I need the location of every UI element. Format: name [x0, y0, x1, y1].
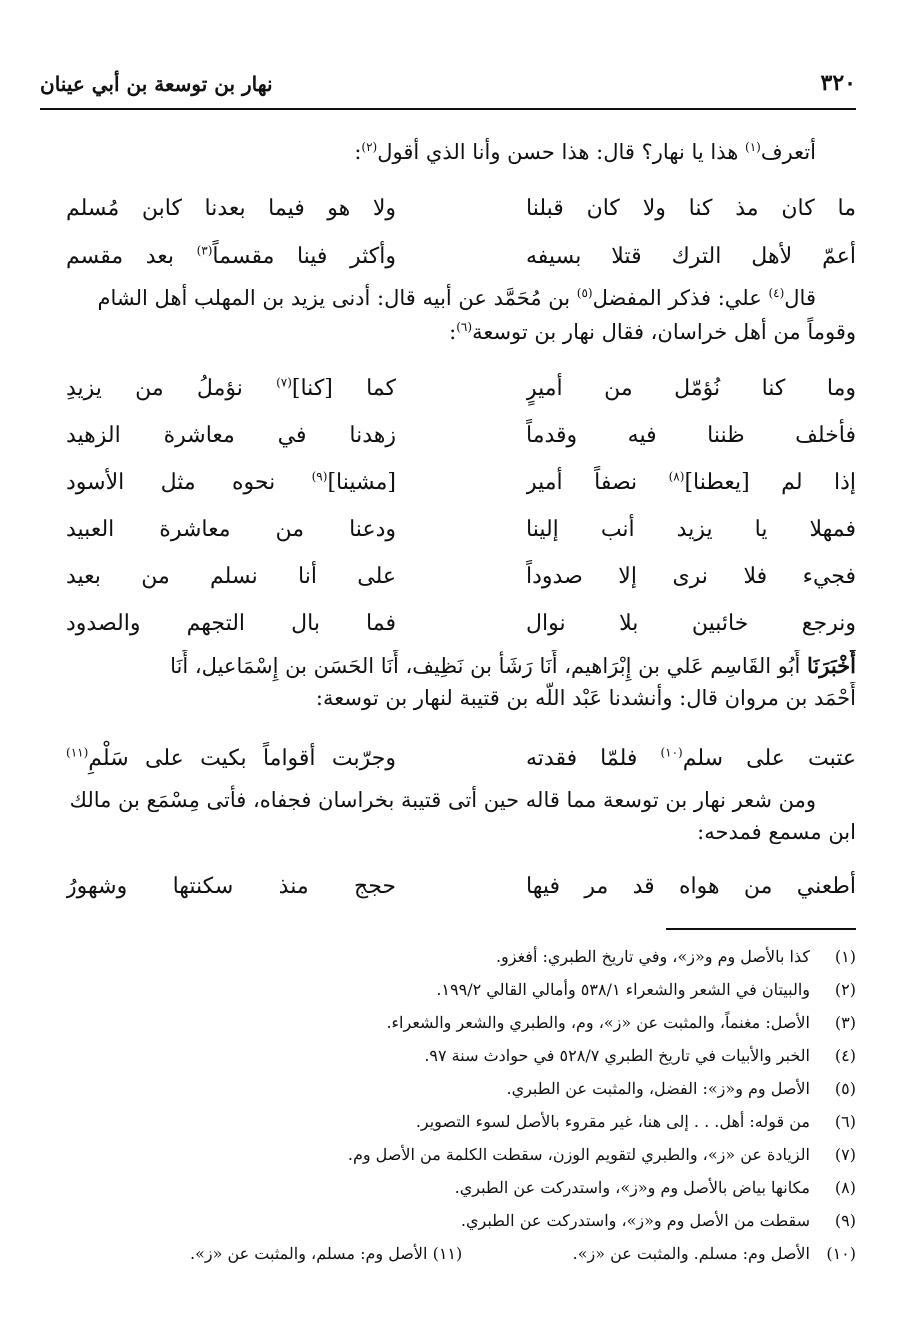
verse-line — [66, 864, 856, 910]
verse-first-hemistich: ونرجع خائبين بلا نوال — [526, 611, 856, 636]
footnote: (٧)الزيادة عن «ز»، والطبري لتقويم الوزن، سقطت الكلمة من الأصل وم. — [347, 1145, 856, 1164]
page-number: ٣٢٠ — [820, 70, 856, 96]
intro-paragraph: أتعرف$^{(١)}$ هذا يا نهار؟ قال: هذا حسن وأنا الذي أقول$^{(٢)}$: — [354, 140, 816, 164]
footnote: (٢)والبيتان في الشعر والشعراء ٥٣٨/١ وأمالي القالي ١٩٩/٢. — [436, 980, 856, 999]
akhbarana-keyword: أَخْبَرَنَا — [807, 653, 856, 678]
footnote-ref[interactable]: (٢) — [361, 140, 378, 154]
running-header — [40, 64, 856, 110]
verse-line — [66, 234, 856, 280]
verse-first-hemistich: فأخلف ظننا فيه وقدماً — [526, 423, 856, 448]
verse-second-hemistich: حجج منذ سكنتها وشهورُ — [66, 874, 396, 899]
verse-first-hemistich: إذا لم [يعطنا]$^{(٨)}$ نصفاً أمير — [526, 469, 856, 495]
verse-first-hemistich: فجيء فلا نرى إلا صدوداً — [526, 564, 856, 589]
footnote: (٦)من قوله: أهل. . . إلى هنا، غير مقروء بالأصل لسوء التصوير. — [415, 1112, 856, 1131]
footnote-ref[interactable]: (٩) — [311, 469, 328, 484]
verse-line — [66, 736, 856, 782]
verse-second-hemistich: ولا هو فيما بعدنا كابن مُسلم — [66, 196, 396, 221]
verse-first-hemistich: ما كان مذ كنا ولا كان قبلنا — [526, 196, 856, 221]
footnote: (١٠)الأصل وم: مسلم. والمثبت عن «ز». — [572, 1244, 856, 1263]
verse-second-hemistich: [مشينا]$^{(٩)}$ نحوه مثل الأسود — [66, 469, 396, 495]
footnote-ref[interactable]: (١) — [745, 140, 761, 154]
verse-line — [66, 601, 856, 647]
narration-paragraph-cont: ابن مسمع فمدحه: — [697, 820, 856, 844]
footnote: (٥)الأصل وم و«ز»: الفضل، والمثبت عن الطبري. — [506, 1079, 856, 1098]
footnote: (١)كذا بالأصل وم و«ز»، وفي تاريخ الطبري: أفغزو. — [495, 947, 856, 966]
verse-second-hemistich: فما بال التجهم والصدود — [66, 611, 396, 636]
verse-line — [66, 366, 856, 412]
footnote-ref[interactable]: (٧) — [276, 375, 292, 390]
verse-second-hemistich: زهدنا في معاشرة الزهيد — [66, 423, 396, 448]
verse-line — [66, 507, 856, 553]
footnote-ref[interactable]: (١١) — [66, 745, 89, 760]
verse-first-hemistich: أطعني من هواه قد مر فيها — [526, 874, 856, 899]
verse-line — [66, 413, 856, 459]
narration-paragraph: قال$^{(٤)}$ علي: فذكر المفضل$^{(٥)}$ بن مُحَمَّد عن أبيه قال: أدنى يزيد بن المهلب أهل الشام — [97, 286, 816, 310]
footnote-ref[interactable]: (٣) — [196, 243, 213, 258]
footnote-ref[interactable]: (٦) — [456, 320, 473, 334]
running-title: نهار بن توسعة بن أبي عينان — [40, 72, 273, 96]
narration-paragraph-cont: وقوماً من أهل خراسان، فقال نهار بن توسعة$^{(٦)}$: — [449, 320, 856, 344]
footnote: (٩)سقطت من الأصل وم و«ز»، واستدركت عن الطبري. — [460, 1211, 856, 1230]
verse-first-hemistich: وما كنا نُؤمّل من أميرٍ — [526, 376, 856, 401]
verse-line — [66, 460, 856, 506]
footnote-pair — [40, 1239, 856, 1269]
book-page — [40, 40, 856, 1300]
verse-first-hemistich: أعمّ لأهل الترك قتلا بسيفه — [526, 244, 856, 269]
footnote-ref[interactable]: (٥) — [576, 286, 593, 300]
footnote-separator — [666, 928, 856, 930]
footnote: (٨)مكانها بياض بالأصل وم و«ز»، واستدركت عن الطبري. — [454, 1178, 856, 1197]
verse-line — [66, 554, 856, 600]
footnote-ref[interactable]: (٤) — [768, 286, 785, 300]
footnote-ref[interactable]: (١٠) — [660, 745, 683, 760]
footnote: (٤)الخبر والأبيات في تاريخ الطبري ٥٢٨/٧ في حوادث سنة ٩٧. — [424, 1046, 856, 1065]
verse-second-hemistich: وجرّبت أقواماً بكيت على سَلْمِ$^{(١١)}$ — [66, 745, 396, 771]
footnote: (٣)الأصل: مغنماً، والمثبت عن «ز»، وم، والطبري والشعر والشعراء. — [386, 1013, 856, 1032]
verse-second-hemistich: كما [كنا]$^{(٧)}$ نؤملُ من يزيدِ — [66, 375, 396, 401]
verse-first-hemistich: عتبت على سلم$^{(١٠)}$ فلمّا فقدته — [526, 745, 856, 771]
footnote-ref[interactable]: (٨) — [668, 469, 685, 484]
verse-second-hemistich: على أنا نسلم من بعيد — [66, 564, 396, 589]
verse-line — [66, 186, 856, 232]
narration-paragraph: ومن شعر نهار بن توسعة مما قاله حين أتى قتيبة بخراسان فجفاه، فأتى مِسْمَع بن مالك — [69, 788, 816, 812]
footnote: (١١) الأصل وم: مسلم، والمثبت عن «ز». — [190, 1244, 463, 1263]
verse-second-hemistich: ودعنا من معاشرة العبيد — [66, 517, 396, 542]
verse-second-hemistich: وأكثر فينا مقسماً$^{(٣)}$ بعد مقسم — [66, 243, 396, 269]
verse-first-hemistich: فمهلا يا يزيد أنب إلينا — [526, 517, 856, 542]
isnad-paragraph: أَخْبَرَنَا أَبُو القَاسِم عَلي بن إِبْرَاهيم، أَنَا رَشَأ بن نَظِيف، أَنَا الحَسَن بن إِسْمَاعيل، أَنَا أَحْمَد بن مروان قال: وأنشدنا عَبْد اللّه بن قتيبة لنهار بن توسعة: — [170, 653, 856, 710]
